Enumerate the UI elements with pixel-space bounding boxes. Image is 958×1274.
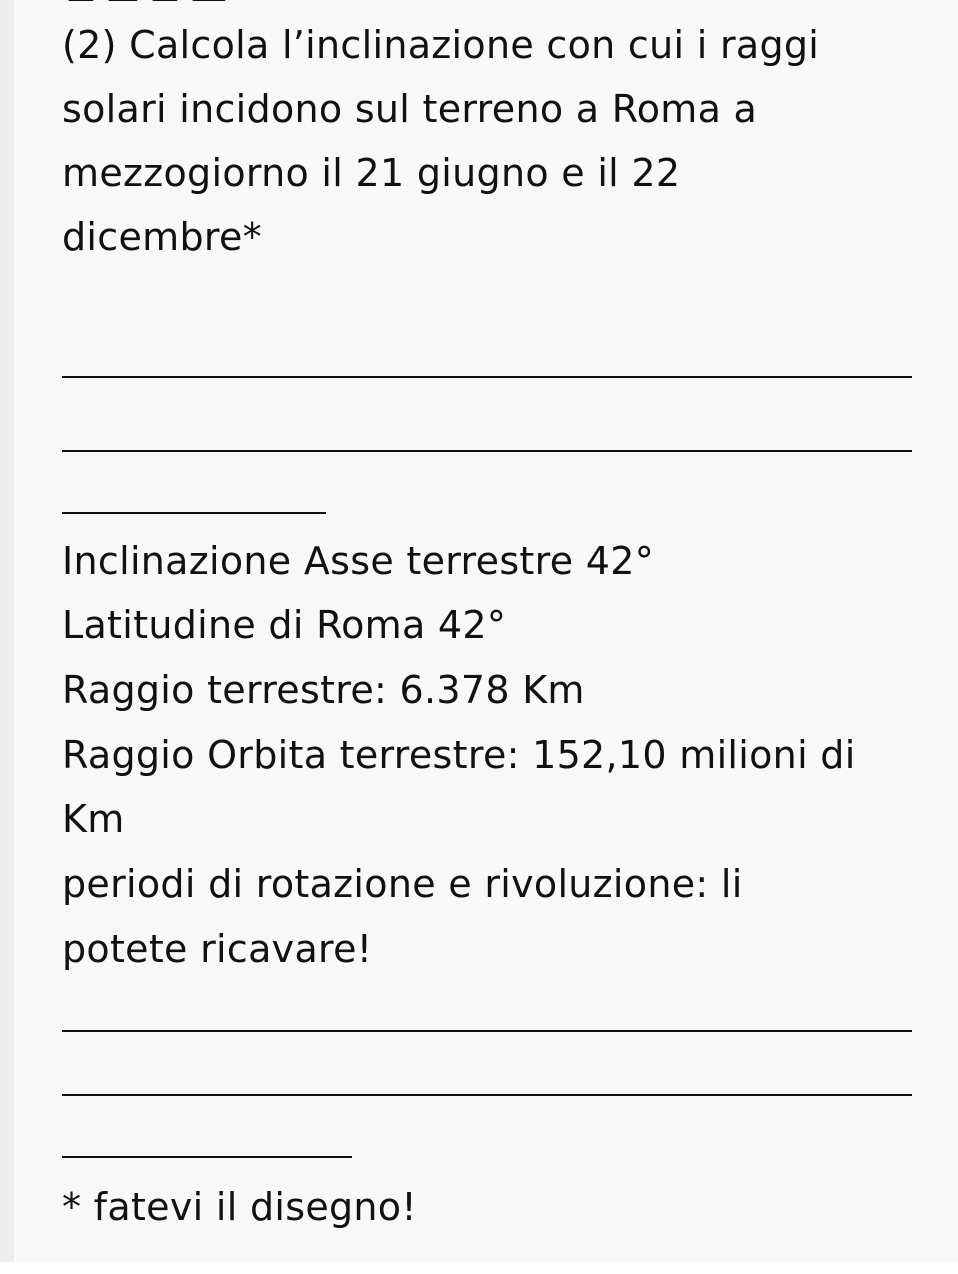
answer-line [62, 376, 912, 378]
page-bottom-edge [0, 1262, 958, 1274]
data-line-latitude: Latitudine di Roma 42° [62, 603, 507, 647]
data-line-periods-cont: potete ricavare! [62, 927, 373, 971]
cropped-text-fragment [60, 0, 260, 8]
page-edge [0, 0, 14, 1274]
answer-line [62, 1030, 912, 1032]
answer-line [62, 512, 326, 514]
question-line-1: (2) Calcola l’inclinazione con cui i raggi [62, 23, 820, 67]
data-line-orbit-radius-unit: Km [62, 797, 125, 841]
question-line-2: solari incidono sul terreno a Roma a [62, 87, 758, 131]
data-line-periods: periodi di rotazione e rivoluzione: li [62, 862, 743, 906]
data-line-orbit-radius: Raggio Orbita terrestre: 152,10 milioni di [62, 733, 856, 777]
question-line-4: dicembre* [62, 215, 262, 259]
footnote: * fatevi il disegno! [62, 1185, 417, 1229]
data-line-earth-radius: Raggio terrestre: 6.378 Km [62, 668, 585, 712]
answer-line [62, 1094, 912, 1096]
answer-line [62, 1156, 352, 1158]
answer-line [62, 450, 912, 452]
data-line-axis-tilt: Inclinazione Asse terrestre 42° [62, 539, 655, 583]
question-line-3: mezzogiorno il 21 giugno e il 22 [62, 151, 681, 195]
